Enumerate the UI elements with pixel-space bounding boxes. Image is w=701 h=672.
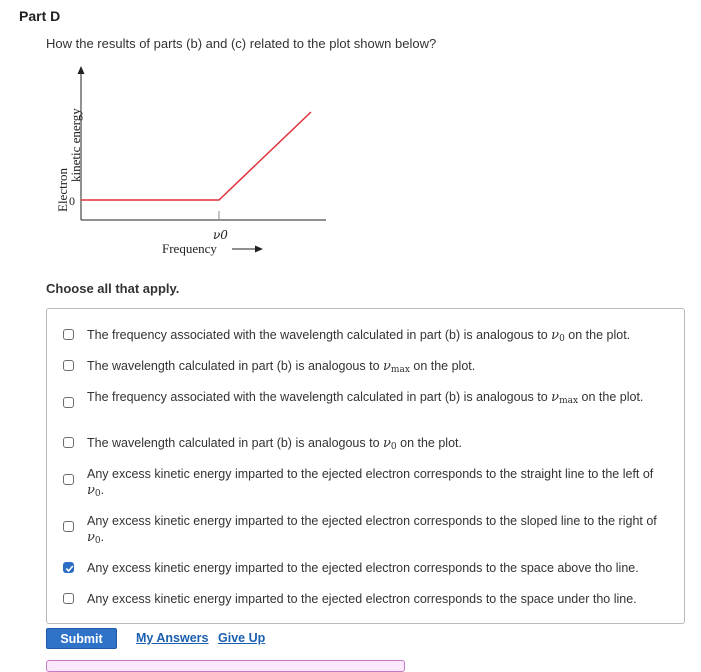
nu-symbol: $\nu_0$	[87, 530, 101, 546]
kinetic-energy-line	[81, 112, 311, 200]
give-up-link[interactable]: Give Up	[218, 631, 266, 645]
y-axis-arrow	[78, 66, 85, 74]
x-tick-label: ν0	[213, 228, 228, 242]
choice-4-text: The wavelength calculated in part (b) is analogous to $\nu_0$ on the plot.	[87, 436, 462, 452]
x-axis-label: Frequency	[162, 241, 217, 256]
y-axis-label-line2: kinetic energy	[68, 108, 83, 182]
choice-5-text: Any excess kinetic energy imparted to the ejected electron corresponds to the straight line to the left of $\nu_0$.	[87, 467, 654, 499]
choice-7-checkbox[interactable]	[63, 562, 74, 573]
energy-frequency-plot	[52, 62, 342, 262]
nu-symbol: $\nu_0$	[87, 483, 101, 499]
choice-8-checkbox[interactable]	[63, 593, 74, 604]
choice-6-checkbox[interactable]	[63, 521, 74, 532]
choice-2-checkbox[interactable]	[63, 360, 74, 371]
question-text: How the results of parts (b) and (c) related to the plot shown below?	[46, 36, 437, 51]
choices-panel	[46, 308, 685, 624]
nu-symbol: $\nu_{max}$	[383, 359, 410, 375]
nu-symbol: $\nu_{max}$	[551, 390, 579, 406]
choice-4-checkbox[interactable]	[63, 437, 74, 448]
y-zero-label: 0	[69, 194, 75, 208]
choice-7-text: Any excess kinetic energy imparted to the ejected electron corresponds to the space above tho line.	[87, 561, 639, 575]
submit-button[interactable]: Submit	[46, 628, 117, 649]
nu-symbol: $\nu_0$	[551, 328, 565, 344]
choice-1-checkbox[interactable]	[63, 329, 74, 340]
part-title: Part D	[19, 8, 61, 24]
my-answers-link[interactable]: My Answers	[136, 631, 209, 645]
checkmark-icon	[65, 564, 74, 573]
choice-3-checkbox[interactable]	[63, 397, 74, 408]
choose-instruction: Choose all that apply.	[46, 281, 180, 296]
y-axis-label-line1: Electron	[55, 167, 70, 212]
choice-6-text: Any excess kinetic energy imparted to the ejected electron corresponds to the sloped line to the right of $\nu_0$.	[87, 514, 657, 546]
choice-2-text: The wavelength calculated in part (b) is analogous to $\nu_{max}$ on the plot.	[87, 359, 476, 375]
feedback-box	[46, 660, 405, 672]
nu-symbol: $\nu_0$	[383, 436, 397, 452]
choice-8-text: Any excess kinetic energy imparted to the ejected electron corresponds to the space under tho line.	[87, 592, 637, 606]
choice-1-text: The frequency associated with the wavelength calculated in part (b) is analogous to $\nu_0$ on the plot.	[87, 328, 631, 344]
x-label-arrow-head	[255, 246, 263, 253]
choice-3-text: The frequency associated with the wavelength calculated in part (b) is analogous to $\nu_{max}$ on the plot.	[87, 390, 644, 406]
choice-5-checkbox[interactable]	[63, 474, 74, 485]
